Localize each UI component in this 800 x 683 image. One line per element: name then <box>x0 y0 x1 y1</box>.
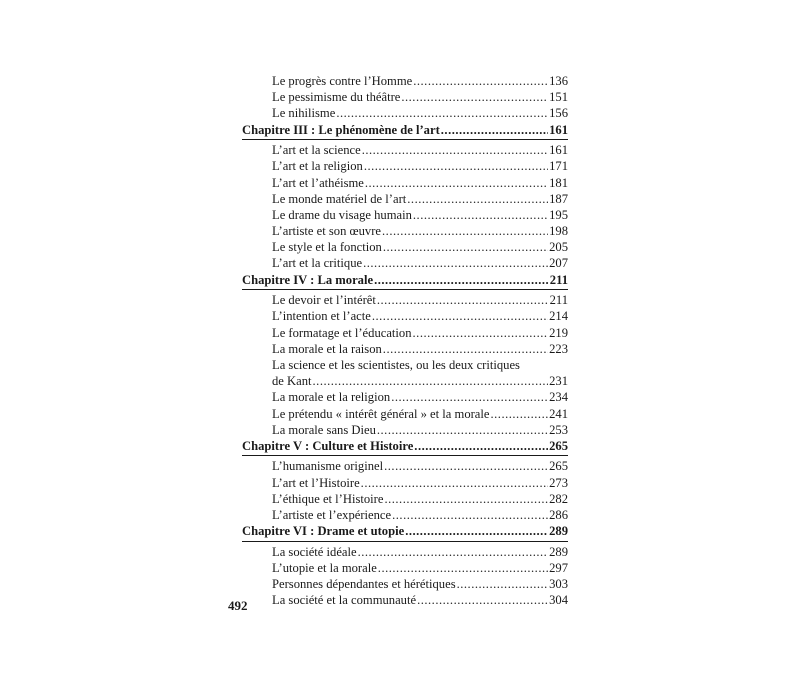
toc-section-entry <box>242 223 568 239</box>
toc-section-entry <box>242 292 568 308</box>
dot-leader <box>377 422 548 438</box>
toc-entry-page: 289 <box>549 524 568 539</box>
toc-section-entry <box>242 191 568 207</box>
dot-leader <box>407 191 548 207</box>
dot-leader <box>413 207 548 223</box>
toc-section-entry <box>242 357 568 373</box>
toc-entry-page: 265 <box>549 459 568 474</box>
toc-section-entry <box>242 389 568 405</box>
toc-entry-page: 303 <box>549 577 568 592</box>
toc-entry-title: L’art et l’athéisme <box>272 175 364 190</box>
dot-leader <box>372 308 548 324</box>
toc-section-entry <box>242 175 568 191</box>
toc-entry-page: 136 <box>549 74 568 88</box>
toc-section-entry <box>242 89 568 105</box>
toc-entry-page: 273 <box>549 475 568 490</box>
toc-entry-page: 198 <box>549 224 568 239</box>
dot-leader <box>363 255 548 271</box>
toc-section-entry <box>242 73 568 89</box>
toc-entry-title: L’art et la critique <box>272 256 363 271</box>
toc-section-entry <box>242 158 568 174</box>
toc-entry-title: L’artiste et son œuvre <box>272 224 382 239</box>
toc-entry-page: 171 <box>549 159 568 174</box>
dot-leader <box>384 458 548 474</box>
dot-leader <box>491 406 549 422</box>
toc-entry-title: Le drame du visage humain <box>272 207 412 222</box>
dot-leader <box>417 592 548 608</box>
toc-entry-page: 151 <box>549 90 568 105</box>
toc-section-entry <box>242 422 568 438</box>
toc-section-entry <box>242 458 568 474</box>
toc-entry-page: 289 <box>549 544 568 559</box>
toc-section-entry <box>242 475 568 491</box>
toc-entry-title: Le progrès contre l’Homme <box>272 74 413 88</box>
dot-leader <box>413 325 549 341</box>
dot-leader <box>374 272 549 288</box>
dot-leader <box>383 341 548 357</box>
toc-entry-title: Chapitre IV : La morale <box>242 272 374 287</box>
toc-entry-title: Chapitre V : Culture et Histoire <box>242 438 414 453</box>
toc-entry-page: 231 <box>549 374 568 389</box>
toc-entry-title: Le monde matériel de l’art <box>272 191 407 206</box>
toc-section-entry <box>242 308 568 324</box>
toc-section-entry <box>242 507 568 523</box>
toc-section-entry <box>242 560 568 576</box>
toc-chapter-entry <box>242 523 568 539</box>
toc-entry-title: L’intention et l’acte <box>272 309 371 324</box>
toc-entry-title: L’art et la religion <box>272 159 363 174</box>
toc-entry-page: 156 <box>549 106 568 121</box>
dot-leader <box>377 292 549 308</box>
dot-leader <box>441 122 548 138</box>
toc-entry-title: Le formatage et l’éducation <box>272 325 412 340</box>
toc-entry-page: 286 <box>549 508 568 523</box>
toc-entry-title: L’art et la science <box>272 143 361 158</box>
toc-entry-page: 219 <box>549 325 568 340</box>
toc-section-entry <box>242 373 568 389</box>
dot-leader <box>392 507 548 523</box>
dot-leader <box>358 544 549 560</box>
toc-section-entry <box>242 105 568 121</box>
toc-entry-title: La science et les scientistes, ou les deux critiques <box>272 357 520 372</box>
toc-entry-title: Le pessimisme du théâtre <box>272 90 401 105</box>
toc-entry-title: de Kant <box>272 374 312 389</box>
toc-section-entry <box>242 406 568 422</box>
toc-entry-page: 205 <box>549 240 568 255</box>
toc-entry-title: Le style et la fonction <box>272 240 382 255</box>
chapter-rule <box>242 541 568 542</box>
dot-leader <box>336 105 548 121</box>
dot-leader <box>414 438 548 454</box>
toc-section-entry <box>242 592 568 608</box>
toc-entry-page: 161 <box>549 122 568 137</box>
toc-entry-page: 181 <box>549 175 568 190</box>
toc-entry-page: 211 <box>549 272 568 287</box>
toc-entry-title: La morale et la religion <box>272 390 391 405</box>
toc-entry-title: La morale et la raison <box>272 341 382 356</box>
toc-section-entry <box>242 544 568 560</box>
toc-entry-page: 241 <box>549 406 568 421</box>
toc-section-entry <box>242 142 568 158</box>
page-number: 492 <box>228 598 248 613</box>
toc-entry-title: La société et la communauté <box>272 593 417 608</box>
toc-entry-title: Le prétendu « intérêt général » et la morale <box>272 406 490 421</box>
toc-entry-title: La morale sans Dieu <box>272 422 376 437</box>
toc-entry-page: 265 <box>549 438 568 453</box>
dot-leader <box>313 373 549 389</box>
dot-leader <box>457 576 549 592</box>
toc-entry-page: 282 <box>549 491 568 506</box>
chapter-rule <box>242 139 568 140</box>
dot-leader <box>383 239 548 255</box>
toc-entry-title: L’utopie et la morale <box>272 561 377 575</box>
table-of-contents <box>242 73 568 609</box>
toc-section-entry <box>242 325 568 341</box>
dot-leader <box>362 142 548 158</box>
chapter-rule <box>242 289 568 290</box>
dot-leader <box>364 158 548 174</box>
dot-leader <box>405 523 548 539</box>
toc-section-entry <box>242 576 568 592</box>
toc-entry-page: 211 <box>549 293 568 308</box>
toc-entry-page: 253 <box>549 422 568 437</box>
toc-entry-page: 234 <box>549 390 568 405</box>
dot-leader <box>378 560 548 576</box>
dot-leader <box>391 389 548 405</box>
dot-leader <box>401 89 548 105</box>
toc-section-entry <box>242 491 568 507</box>
toc-entry-title: Personnes dépendantes et hérétiques <box>272 577 456 592</box>
toc-entry-page: 223 <box>549 341 568 356</box>
toc-chapter-entry <box>242 272 568 288</box>
toc-section-entry <box>242 207 568 223</box>
toc-section-entry <box>242 239 568 255</box>
toc-entry-page: 297 <box>549 561 568 575</box>
toc-entry-title: La société idéale <box>272 544 357 559</box>
toc-entry-title: L’art et l’Histoire <box>272 475 360 490</box>
toc-entry-page: 304 <box>549 593 568 608</box>
dot-leader <box>384 491 548 507</box>
toc-entry-title: L’humanisme originel <box>272 459 384 474</box>
toc-section-entry <box>242 341 568 357</box>
toc-entry-page: 207 <box>549 256 568 271</box>
toc-entry-title: Le devoir et l’intérêt <box>272 293 376 308</box>
toc-entry-page: 214 <box>549 309 568 324</box>
toc-entry-page: 187 <box>549 191 568 206</box>
dot-leader <box>365 175 548 191</box>
toc-entry-page: 161 <box>549 143 568 158</box>
dot-leader <box>413 73 548 89</box>
toc-section-entry <box>242 255 568 271</box>
dot-leader <box>382 223 548 239</box>
toc-chapter-entry <box>242 122 568 138</box>
chapter-rule <box>242 455 568 456</box>
toc-entry-page: 195 <box>549 207 568 222</box>
toc-entry-title: Le nihilisme <box>272 106 336 121</box>
toc-entry-title: Chapitre III : Le phénomène de l’art <box>242 122 440 137</box>
toc-entry-title: L’éthique et l’Histoire <box>272 491 384 506</box>
toc-entry-title: Chapitre VI : Drame et utopie <box>242 524 405 539</box>
toc-entry-title: L’artiste et l’expérience <box>272 508 392 523</box>
dot-leader <box>361 475 548 491</box>
toc-chapter-entry <box>242 438 568 454</box>
